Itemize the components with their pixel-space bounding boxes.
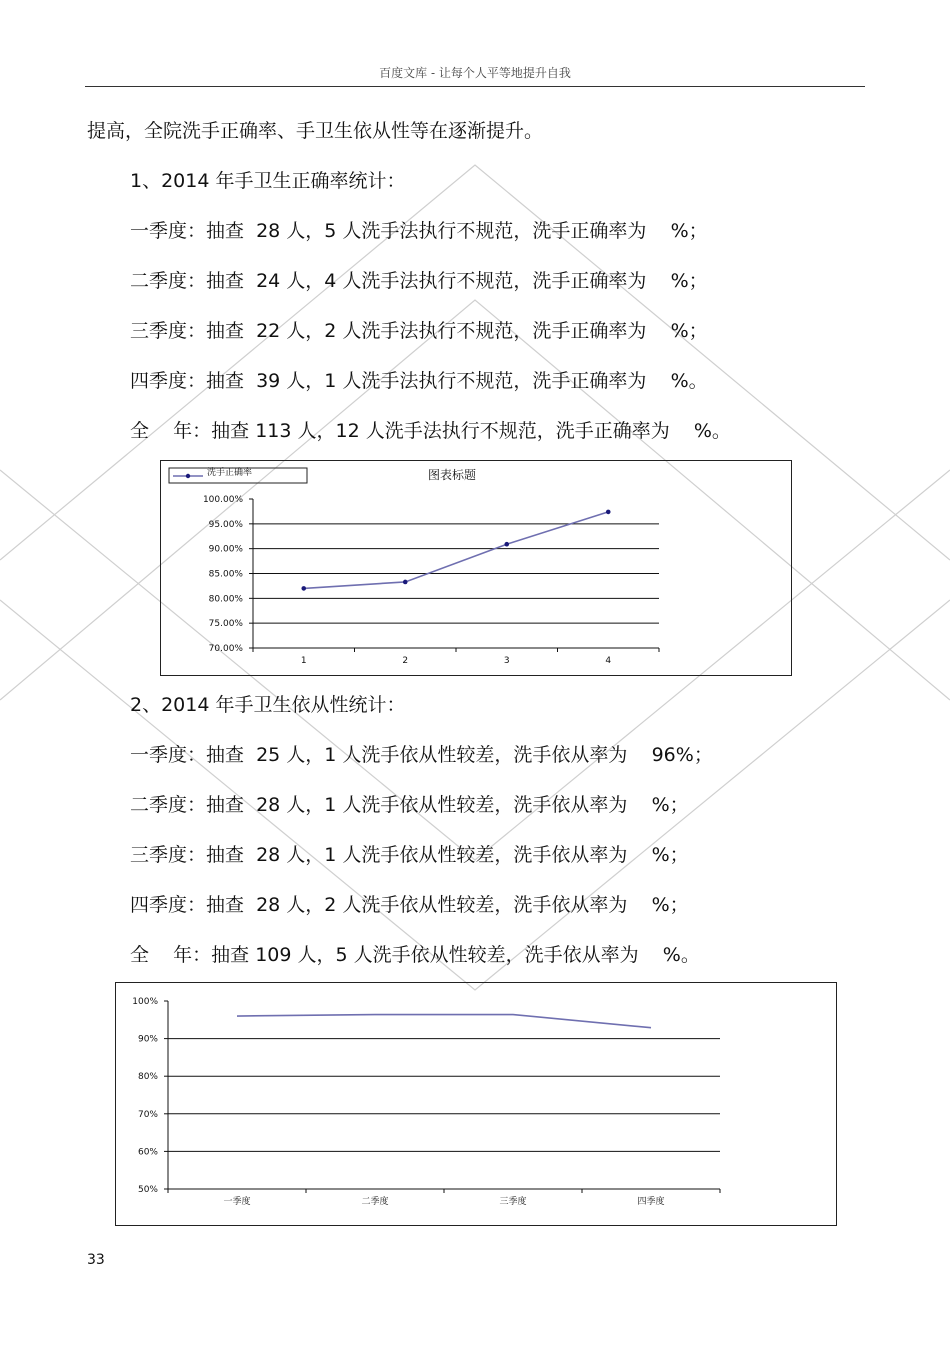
y-tick-label: 90% — [137, 1034, 158, 1045]
y-tick-label: 100.00% — [202, 495, 243, 505]
x-tick-label: 3 — [503, 656, 510, 666]
y-tick-label: 70% — [137, 1109, 158, 1120]
accuracy-q4: 四季度：抽查 39 人，1 人洗手法执行不规范，洗手正确率为 %。 — [130, 370, 708, 392]
y-tick-label: 75.00% — [208, 619, 243, 630]
accuracy-chart — [160, 460, 792, 676]
paragraph-intro: 提高，全院洗手正确率、手卫生依从性等在逐渐提升。 — [87, 120, 544, 142]
x-tick-label: 四季度 — [637, 1197, 665, 1207]
legend-marker — [186, 474, 190, 478]
y-tick-label: 95.00% — [208, 519, 243, 530]
compliance-q2: 二季度：抽查 28 人，1 人洗手依从性较差，洗手依从率为 %； — [130, 794, 689, 816]
y-tick-label: 60% — [137, 1147, 158, 1158]
x-tick-label: 4 — [605, 656, 612, 666]
compliance-chart-svg — [116, 983, 836, 1225]
x-tick-label: 2 — [402, 656, 409, 666]
x-tick-label: 1 — [300, 656, 307, 666]
accuracy-q3: 三季度：抽查 22 人，2 人洗手法执行不规范，洗手正确率为 %； — [130, 320, 708, 342]
x-tick-label: 一季度 — [223, 1197, 251, 1207]
compliance-q1: 一季度：抽查 25 人，1 人洗手依从性较差，洗手依从率为 96%； — [130, 744, 713, 766]
accuracy-year: 全 年：抽查 113 人，12 人洗手法执行不规范，洗手正确率为 %。 — [130, 420, 731, 442]
data-point — [403, 580, 408, 585]
page-number: 33 — [87, 1252, 105, 1268]
section-2-heading: 2、2014 年手卫生依从性统计： — [130, 694, 406, 716]
y-tick-label: 85.00% — [208, 569, 243, 580]
data-point — [606, 510, 611, 515]
compliance-q3: 三季度：抽查 28 人，1 人洗手依从性较差，洗手依从率为 %； — [130, 844, 689, 866]
data-point — [504, 542, 509, 547]
y-tick-label: 70.00% — [208, 644, 243, 654]
data-point — [301, 586, 306, 591]
compliance-q4: 四季度：抽查 28 人，2 人洗手依从性较差，洗手依从率为 %； — [130, 894, 689, 916]
y-tick-label: 80% — [137, 1072, 158, 1083]
accuracy-q1: 一季度：抽查 28 人，5 人洗手法执行不规范，洗手正确率为 %； — [130, 220, 708, 242]
accuracy-chart-svg — [161, 461, 791, 675]
y-tick-label: 80.00% — [208, 594, 243, 605]
y-tick-label: 90.00% — [208, 544, 243, 555]
page-header: 百度文库 - 让每个人平等地提升自我 — [85, 64, 865, 87]
chart-title: 图表标题 — [427, 468, 477, 482]
section-1-heading: 1、2014 年手卫生正确率统计： — [130, 170, 406, 192]
compliance-year: 全 年：抽查 109 人，5 人洗手依从性较差，洗手依从率为 %。 — [130, 944, 700, 966]
y-tick-label: 50% — [137, 1185, 158, 1195]
x-tick-label: 三季度 — [499, 1197, 527, 1207]
y-tick-label: 100% — [132, 997, 158, 1007]
series-line — [237, 1015, 651, 1028]
accuracy-q2: 二季度：抽查 24 人，4 人洗手法执行不规范，洗手正确率为 %； — [130, 270, 708, 292]
compliance-chart — [115, 982, 837, 1226]
x-tick-label: 二季度 — [361, 1197, 389, 1207]
legend-label: 洗手正确率 — [207, 468, 253, 478]
